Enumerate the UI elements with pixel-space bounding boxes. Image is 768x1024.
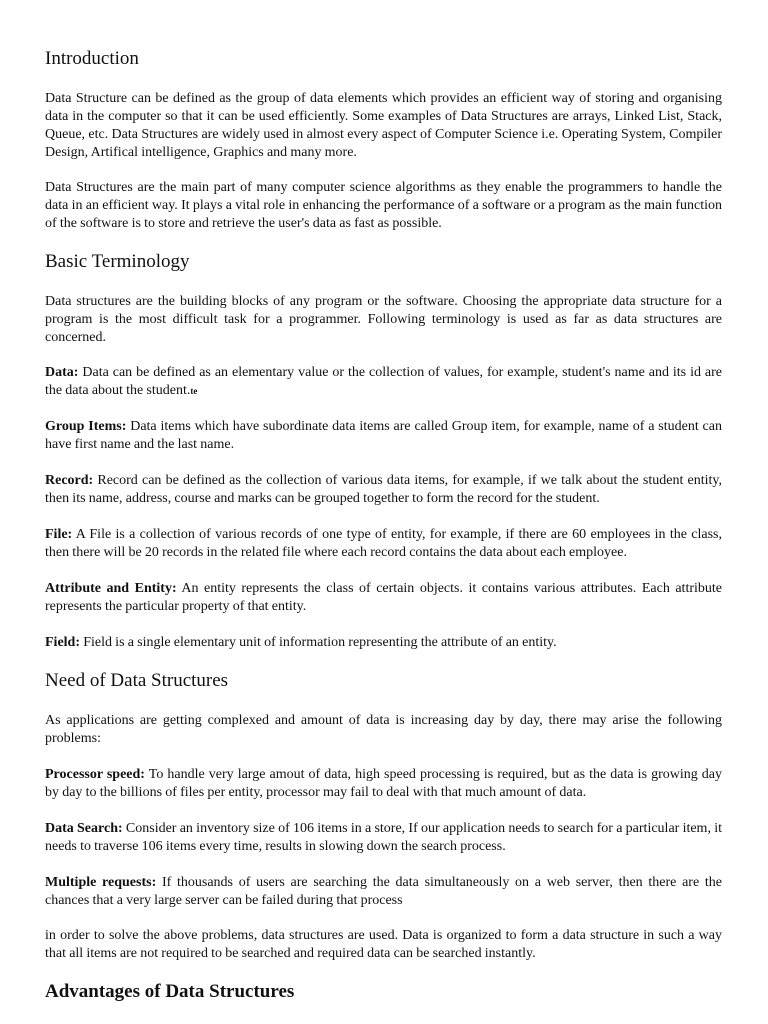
- term-label: Field:: [45, 635, 80, 650]
- term-label: Group Items:: [45, 419, 127, 434]
- term-attribute-entity: [45, 580, 722, 616]
- term-definition: Consider an inventory size of 106 items in a store, If our application needs to search for a particular item, it needs to traverse 106 items every time, results in slowing down the search process.: [45, 821, 722, 854]
- term-label: Processor speed:: [45, 767, 145, 782]
- term-definition: Data can be defined as an elementary value or the collection of values, for example, student's name and its id are the data about the student.: [45, 365, 722, 398]
- term-definition: Record can be defined as the collection of various data items, for example, if we talk about the student entity, then its name, address, course and marks can be grouped together to form the record for the student.: [45, 473, 722, 506]
- term-group-items: [45, 418, 722, 454]
- need-heading: Need of Data Structures: [45, 670, 229, 691]
- basic-terminology-heading: Basic Terminology: [45, 251, 190, 272]
- term-label: Attribute and Entity:: [45, 581, 177, 596]
- need-conclusion: in order to solve the above problems, data structures are used. Data is organized to form a data structure in such a way that all items are not required to be searched and required data can be searched instantly.: [45, 928, 722, 961]
- term-data: [45, 364, 722, 400]
- term-definition: An entity represents the class of certain objects. it contains various attributes. Each attribute represents the particular property of that entity.: [45, 581, 722, 614]
- term-definition: If thousands of users are searching the data simultaneously on a web server, then there are the chances that a very large server can be failed during that process: [45, 875, 722, 908]
- term-label: Record:: [45, 473, 94, 488]
- term-field: [45, 634, 722, 652]
- problem-processor-speed: [45, 766, 722, 802]
- term-label: Multiple requests:: [45, 875, 157, 890]
- need-intro: As applications are getting complexed and amount of data is increasing day by day, there may arise the following problems:: [45, 713, 722, 746]
- term-label: Data:: [45, 365, 79, 380]
- problem-multiple-requests: [45, 874, 722, 910]
- term-definition: To handle very large amout of data, high speed processing is required, but as the data is growing day by day to the billions of files per entity, processor may fail to deal with that much amount of data.: [45, 767, 722, 800]
- term-definition: A File is a collection of various records of one type of entity, for example, if there are 60 employees in the class, then there will be 20 records in the related file where each record contains the data about each employee.: [45, 527, 722, 560]
- term-file: [45, 526, 722, 562]
- term-record: [45, 472, 722, 508]
- term-label: Data Search:: [45, 821, 123, 836]
- small-mark: te: [190, 386, 198, 396]
- term-definition: Data items which have subordinate data items are called Group item, for example, name of a student can have first name and the last name.: [45, 419, 722, 452]
- introduction-paragraph-2: Data Structures are the main part of many computer science algorithms as they enable the programmers to handle the data in an efficient way. It plays a vital role in enhancing the performance of a software or a program as the main function of the software is to store and retrieve the user's data as fast as possible.: [45, 180, 722, 231]
- basic-terminology-intro: Data structures are the building blocks of any program or the software. Choosing the appropriate data structure for a program is the most difficult task for a programmer. Following terminology is used as far as data structures are concerned.: [45, 294, 722, 345]
- introduction-paragraph-1: Data Structure can be defined as the group of data elements which provides an efficient way of storing and organising data in the computer so that it can be used efficiently. Some examples of Data Structures are arrays, Linked List, Stack, Queue, etc. Data Structures are widely used in almost every aspect of Computer Science i.e. Operating System, Compiler Design, Artifical intelligence, Graphics and many more.: [45, 91, 722, 160]
- term-definition: Field is a single elementary unit of information representing the attribute of an entity.: [80, 635, 557, 650]
- advantages-heading: Advantages of Data Structures: [45, 981, 295, 1002]
- problem-data-search: [45, 820, 722, 856]
- introduction-heading: Introduction: [45, 48, 139, 69]
- term-label: File:: [45, 527, 73, 542]
